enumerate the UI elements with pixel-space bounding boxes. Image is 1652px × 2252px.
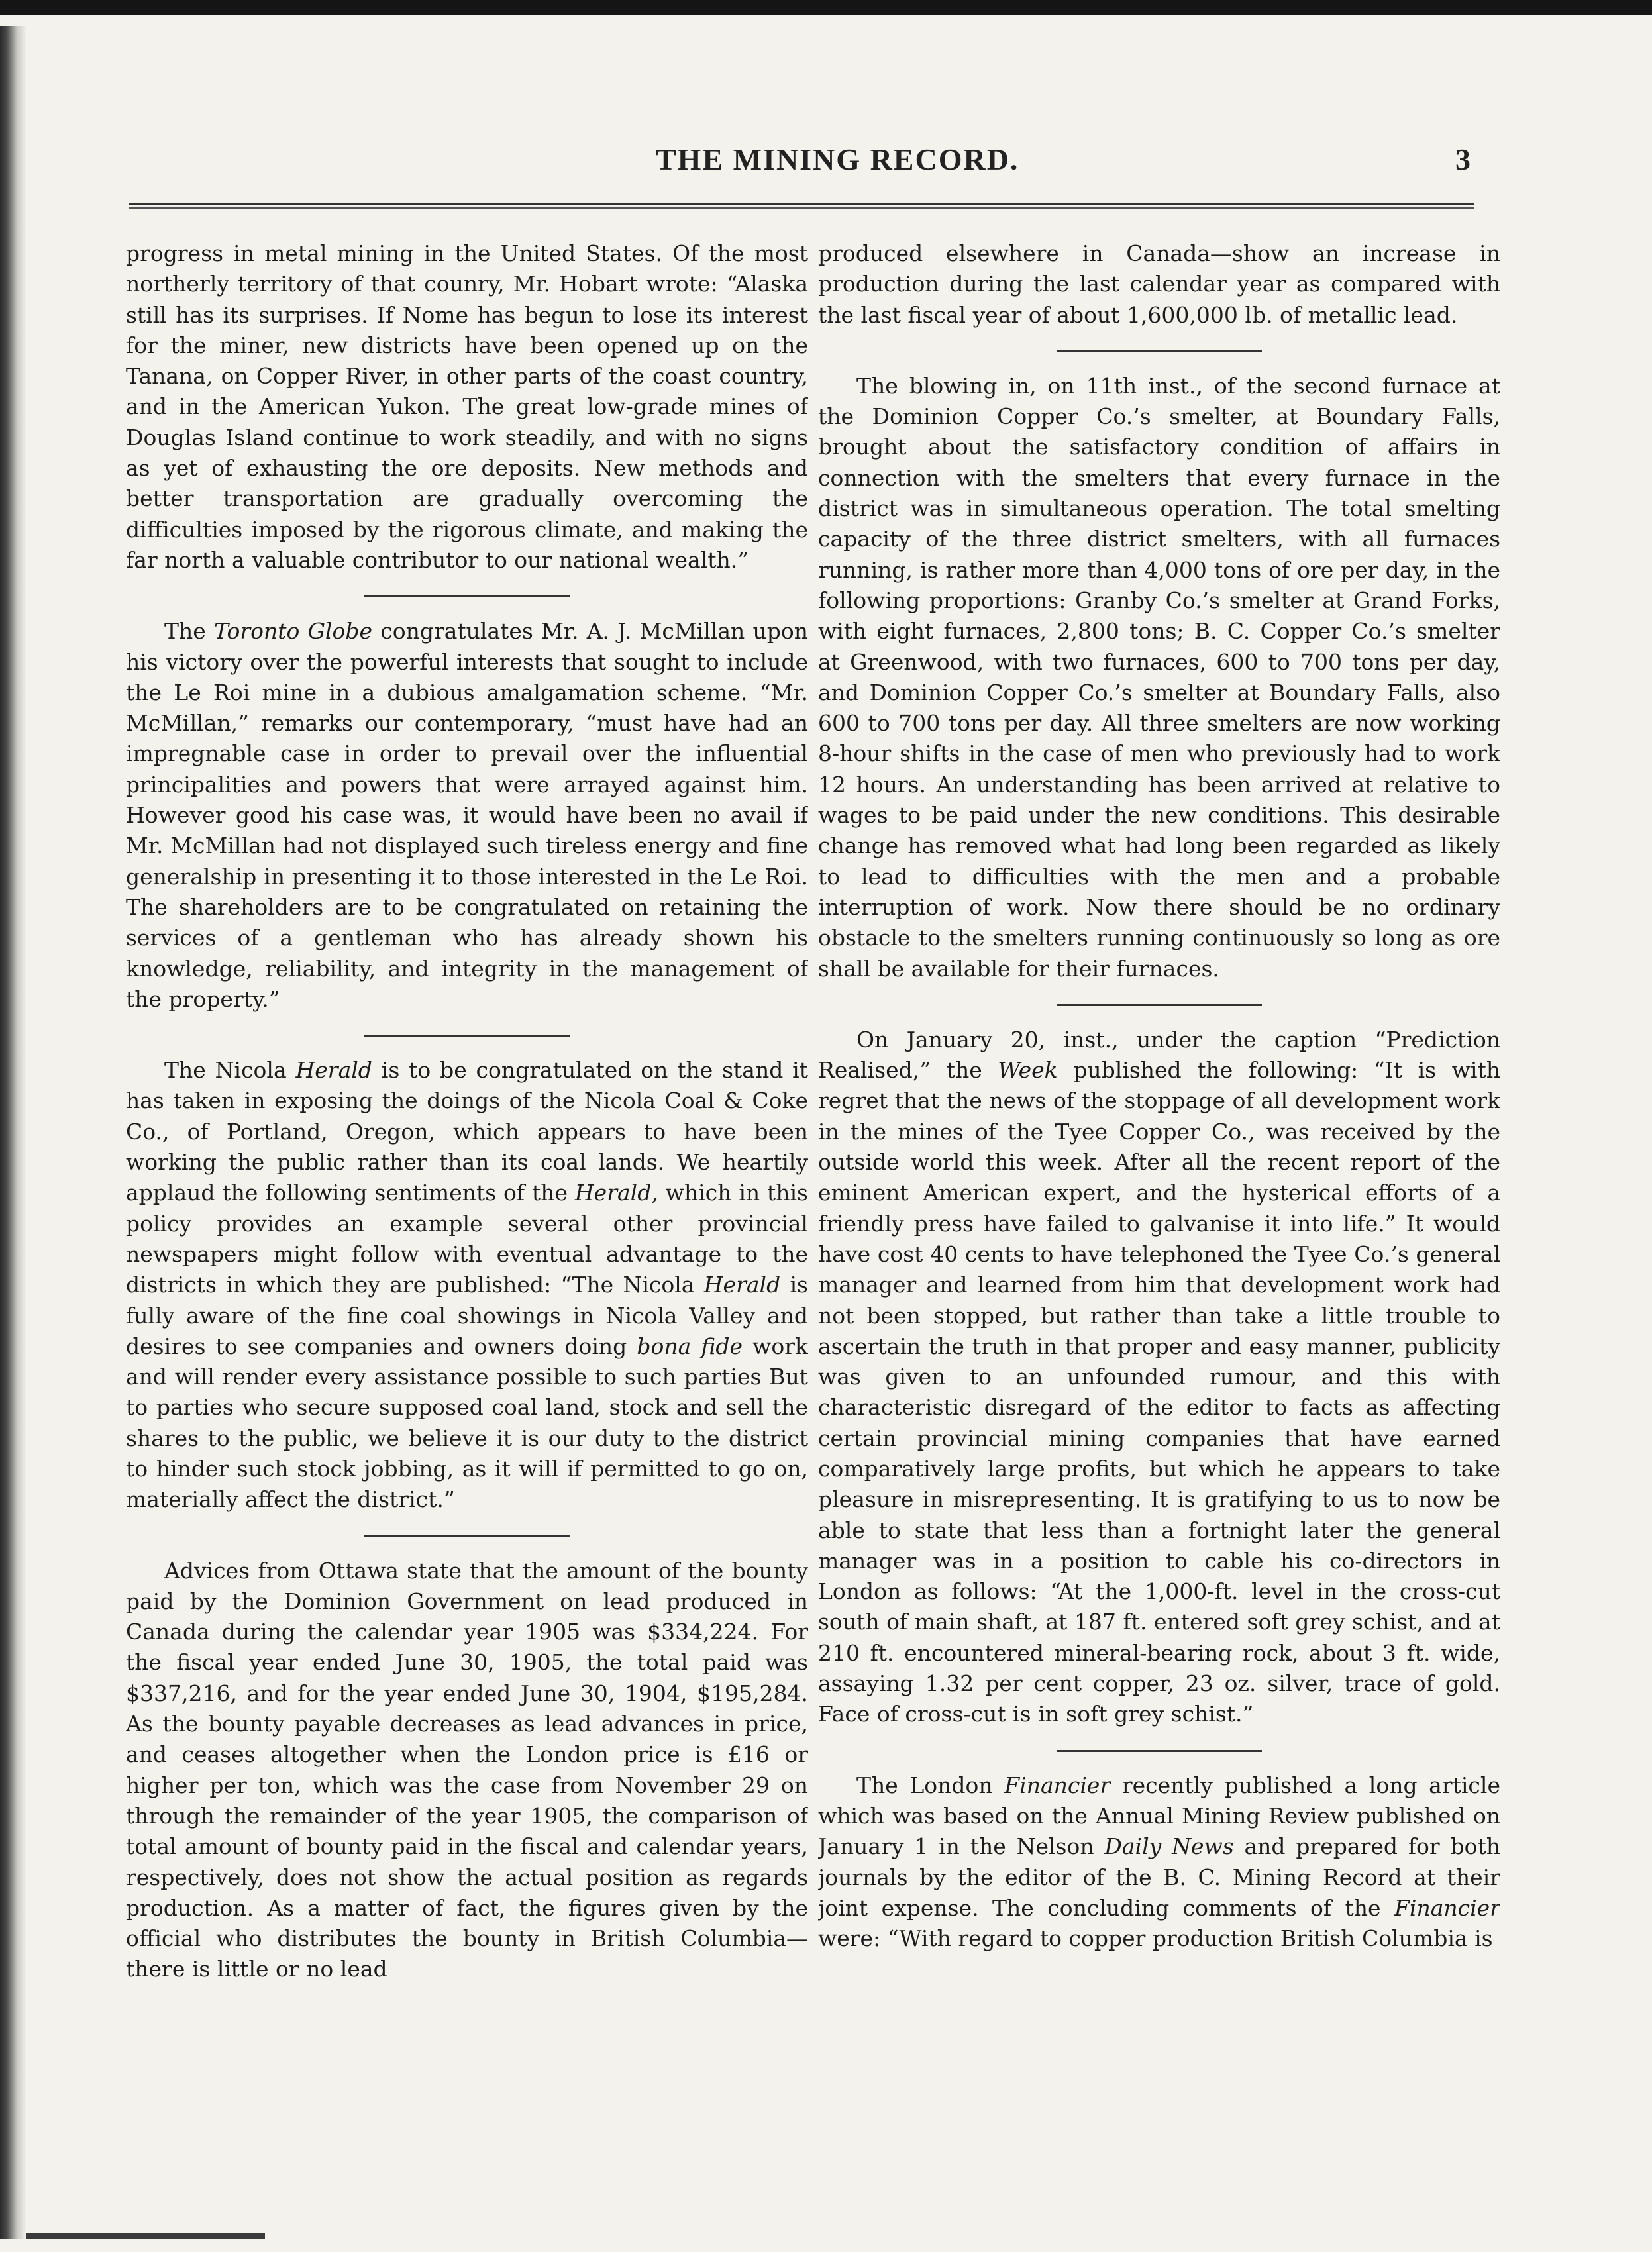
article-separator	[364, 1035, 570, 1037]
top-border-rule	[0, 0, 1652, 15]
article-paragraph-toronto-globe: The Toronto Globe congratulates Mr. A. J. McMillan upon his victory over the powerful interests that sought to include the Le Roi mine in a dubious amalgamation scheme. “Mr. McMillan,” remarks our contemporary, “must have had an impregnable case in order to prevail over the influential principalities and powers that were arrayed against him. However good his case was, it would have been no avail if Mr. McMillan had not displayed such tireless energy and fine generalship in presenting it to those interested in the Le Roi. The shareholders are to be congratulated on retaining the services of a gentleman who has already shown his knowledge, reliability, and integrity in the management of the property.”	[126, 618, 808, 1012]
header-rule	[129, 203, 1474, 209]
page-number: 3	[1455, 142, 1471, 176]
article-paragraph-tyee-copper: On January 20, inst., under the caption “Prediction Realised,” the Week published the following: “It is with regret that the news of the stoppage of all development work in the mines of the Tyee Copper Co., was received by the outside world this week. After all the recent report of the eminent American expert, and the hysterical efforts of a friendly press have failed to galvanise it into life.” It would have cost 40 cents to have telephoned the Tyee Co.’s general manager and learned from him that development work had not been stopped, but rather than take a little trouble to ascertain the truth in that proper and easy manner, publicity was given to an unfounded rumour, and this with characteristic disregard of the editor to facts as affecting certain provincial mining companies that have earned comparatively large profits, but which he appears to take pleasure in misrepresenting. It is gratifying to us to now be able to state that less than a fortnight later the general manager was in a position to cable his co-directors in London as follows: “At the 1,000-ft. level in the cross-cut south of main shaft, at 187 ft. entered soft grey schist, and at 210 ft. encountered mineral-bearing rock, about 3 ft. wide, assaying 1.32 per cent copper, 23 oz. silver, trace of gold. Face of cross-cut is in soft grey schist.”	[818, 1026, 1500, 1727]
article-paragraph-smelters: The blowing in, on 11th inst., of the second furnace at the Dominion Copper Co.’s smelter, at Boundary Falls, brought about the satisfactory condition of affairs in connection with the smelters that every furnace in the district was in simultaneous operation. The total smelting capacity of the three district smelters, with all furnaces running, is rather more than 4,000 tons of ore per day, in the following proportions: Granby Co.’s smelter at Grand Forks, with eight furnaces, 2,800 tons; B. C. Copper Co.’s smelter at Greenwood, with two furnaces, 600 to 700 tons per day, and Dominion Copper Co.’s smelter at Boundary Falls, also 600 to 700 tons per day. All three smelters are now working 8-hour shifts in the case of men who previously had to work 12 hours. An understanding has been arrived at relative to wages to be paid under the new conditions. This desirable change has removed what had long been regarded as likely to lead to difficulties with the men and a probable interruption of work. Now there should be no ordinary obstacle to the smelters running continuously so long as ore shall be available for their furnaces.	[818, 372, 1500, 982]
page-header	[119, 132, 1471, 192]
right-column	[818, 238, 1500, 2219]
publication-title: THE MINING RECORD.	[656, 142, 1019, 176]
left-column	[126, 238, 808, 2219]
article-paragraph-alaska: progress in metal mining in the United States. Of the most northerly territory of that counry, Mr. Hobart wrote: “Alaska still has its surprises. If Nome has begun to lose its interest for the miner, new districts have been opened up on the Tanana, on Copper River, in other parts of the coast country, and in the American Yukon. The great low-grade mines of Douglas Island continue to work steadily, and with no signs as yet of exhausting the ore deposits. New methods and better transportation are gradually overcoming the difficulties imposed by the rigorous climate, and making the far north a valuable contributor to our national wealth.”	[126, 240, 808, 573]
article-separator	[1057, 350, 1262, 352]
scan-bottom-edge	[26, 2233, 265, 2239]
article-separator	[364, 595, 570, 597]
article-separator	[1057, 1750, 1262, 1752]
article-separator	[1057, 1004, 1262, 1006]
article-paragraph-london-financier: The London Financier recently published a long article which was based on the Annual Mining Review published on January 1 in the Nelson Daily News and prepared for both journals by the editor of the B. C. Mining Record at their joint expense. The concluding comments of the Financier were: “With regard to copper production British Columbia is	[818, 1772, 1500, 1952]
article-paragraph-lead-continued: produced elsewhere in Canada—show an increase in production during the last calendar year as compared with the last fiscal year of about 1,600,000 lb. of metallic lead.	[818, 240, 1500, 328]
scan-binding-edge	[0, 26, 26, 2239]
article-paragraph-lead-bounty: Advices from Ottawa state that the amount of the bounty paid by the Dominion Government on lead produced in Canada during the calendar year 1905 was $334,224. For the fiscal year ended June 30, 1905, the total paid was $337,216, and for the year ended June 30, 1904, $195,284. As the bounty payable decreases as lead advances in price, and ceases altogether when the London price is £16 or higher per ton, which was the case from November 29 on through the remainder of the year 1905, the comparison of total amount of bounty paid in the fiscal and calendar years, respectively, does not show the actual position as regards production. As a matter of fact, the figures given by the official who distributes the bounty in British Columbia—there is little or no lead	[126, 1557, 808, 1982]
article-separator	[364, 1535, 570, 1537]
article-paragraph-nicola-herald: The Nicola Herald is to be congratulated on the stand it has taken in exposing the doings of the Nicola Coal & Coke Co., of Portland, Oregon, which appears to have been working the public rather than its coal lands. We heartily applaud the following sentiments of the Herald, which in this policy provides an example several other provincial newspapers might follow with eventual advantage to the districts in which they are published: “The Nicola Herald is fully aware of the fine coal showings in Nicola Valley and desires to see companies and owners doing bona fide work and will render every assistance possible to such parties But to parties who secure supposed coal land, stock and sell the shares to the public, we believe it is our duty to the district to hinder such stock jobbing, as it will if permitted to go on, materially affect the district.”	[126, 1057, 808, 1513]
